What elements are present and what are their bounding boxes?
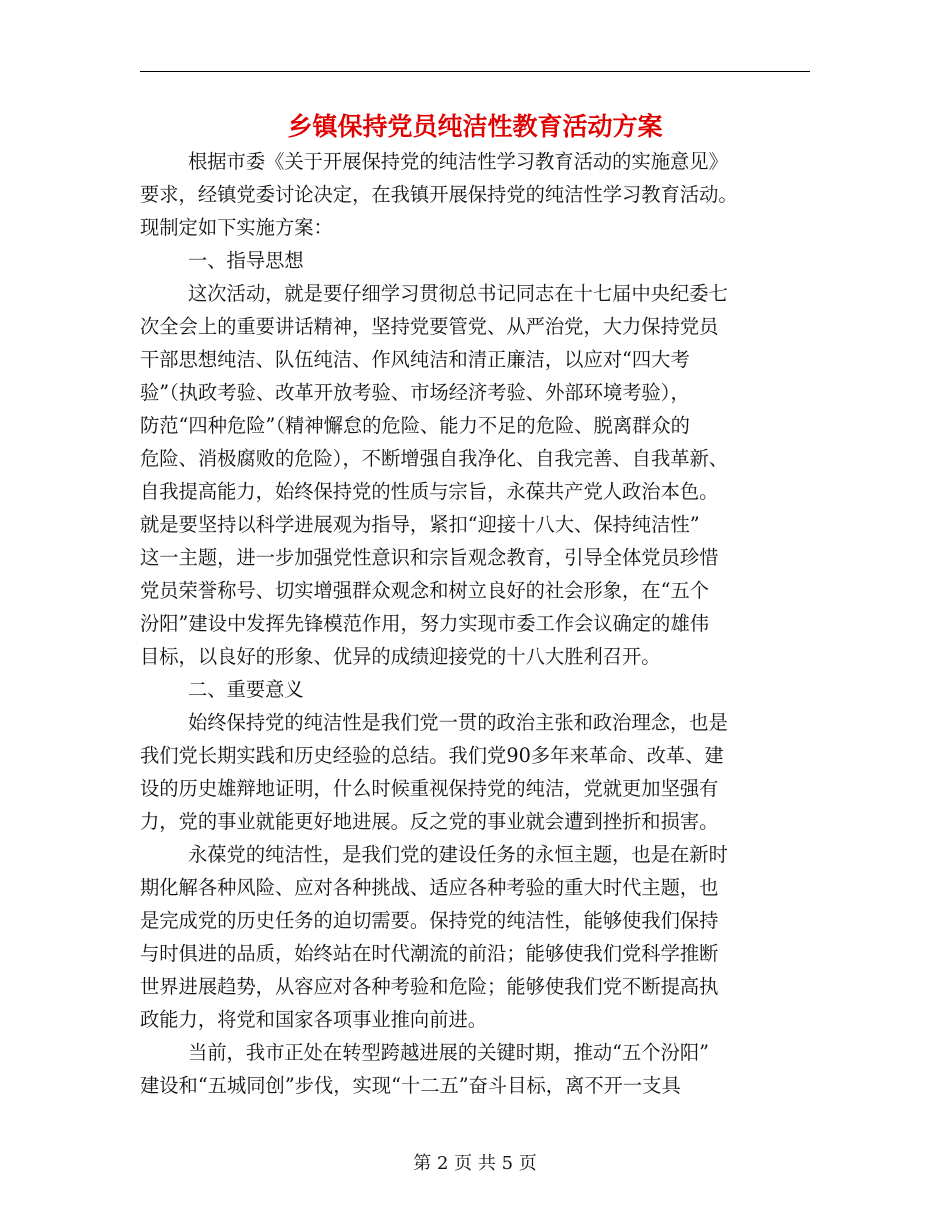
body-line: 永葆党的纯洁性，是我们党的建设任务的永恒主题，也是在新时 — [188, 843, 728, 866]
body-line: 政能力，将党和国家各项事业推向前进。 — [140, 1008, 488, 1031]
body-line: 防范“四种危险”（精神懈怠的危险、能力不足的危险、脱离群众的 — [140, 414, 690, 437]
header-rule — [140, 71, 810, 72]
body-line: 是完成党的历史任务的迫切需要。保持党的纯洁性，能够使我们保持 — [140, 909, 719, 932]
body-line: 就是要坚持以科学进展观为指导，紧扣“迎接十八大、保持纯洁性” — [140, 513, 700, 536]
body-line: 汾阳”建设中发挥先锋模范作用，努力实现市委工作会议确定的雄伟 — [140, 612, 710, 635]
body-line: 目标，以良好的形象、优异的成绩迎接党的十八大胜利召开。 — [140, 645, 661, 668]
body-line: 自我提高能力，始终保持党的性质与宗旨，永葆共产党人政治本色。 — [140, 480, 719, 503]
body-line: 次全会上的重要讲话精神，坚持党要管党、从严治党，大力保持党员 — [140, 315, 719, 338]
body-line: 现制定如下实施方案： — [140, 216, 333, 239]
body-line: 期化解各种风险、应对各种挑战、适应各种考验的重大时代主题，也 — [140, 876, 719, 899]
body-line: 我们党长期实践和历史经验的总结。我们党90多年来革命、改革、建 — [140, 744, 724, 767]
document-title: 乡镇保持党员纯洁性教育活动方案 — [287, 112, 663, 141]
body-line: 根据市委《关于开展保持党的纯洁性学习教育活动的实施意见》 — [188, 150, 728, 173]
body-line: 党员荣誉称号、切实增强群众观念和树立良好的社会形象，在“五个 — [140, 579, 710, 602]
document-body — [140, 145, 810, 1102]
body-line: 始终保持党的纯洁性是我们党一贯的政治主张和政治理念，也是 — [188, 711, 728, 734]
body-line: 验”（执政考验、改革开放考验、市场经济考验、外部环境考验）， — [140, 381, 690, 404]
body-line: 与时俱进的品质，始终站在时代潮流的前沿；能够使我们党科学推断 — [140, 942, 719, 965]
page-footer: 第 2 页 共 5 页 — [413, 1153, 537, 1174]
body-line: 危险、消极腐败的危险），不断增强自我净化、自我完善、自我革新、 — [140, 447, 729, 470]
section-heading: 二、重要意义 — [188, 678, 304, 701]
body-line: 世界进展趋势，从容应对各种考验和危险；能够使我们党不断提高执 — [140, 975, 719, 998]
body-line: 这次活动，就是要仔细学习贯彻总书记同志在十七届中央纪委七 — [188, 282, 728, 305]
body-line: 当前，我市正处在转型跨越进展的关键时期，推动“五个汾阳” — [188, 1041, 710, 1064]
body-line: 要求，经镇党委讨论决定，在我镇开展保持党的纯洁性学习教育活动。 — [140, 183, 738, 206]
body-line: 设的历史雄辩地证明，什么时候重视保持党的纯洁，党就更加坚强有 — [140, 777, 719, 800]
body-line: 力，党的事业就能更好地进展。反之党的事业就会遭到挫折和损害。 — [140, 810, 719, 833]
body-line: 建设和“五城同创”步伐，实现“十二五”奋斗目标，离不开一支具 — [140, 1074, 681, 1097]
section-heading: 一、指导思想 — [188, 249, 304, 272]
body-line: 这一主题，进一步加强党性意识和宗旨观念教育，引导全体党员珍惜 — [140, 546, 719, 569]
body-line: 干部思想纯洁、队伍纯洁、作风纯洁和清正廉洁，以应对“四大考 — [140, 348, 690, 371]
